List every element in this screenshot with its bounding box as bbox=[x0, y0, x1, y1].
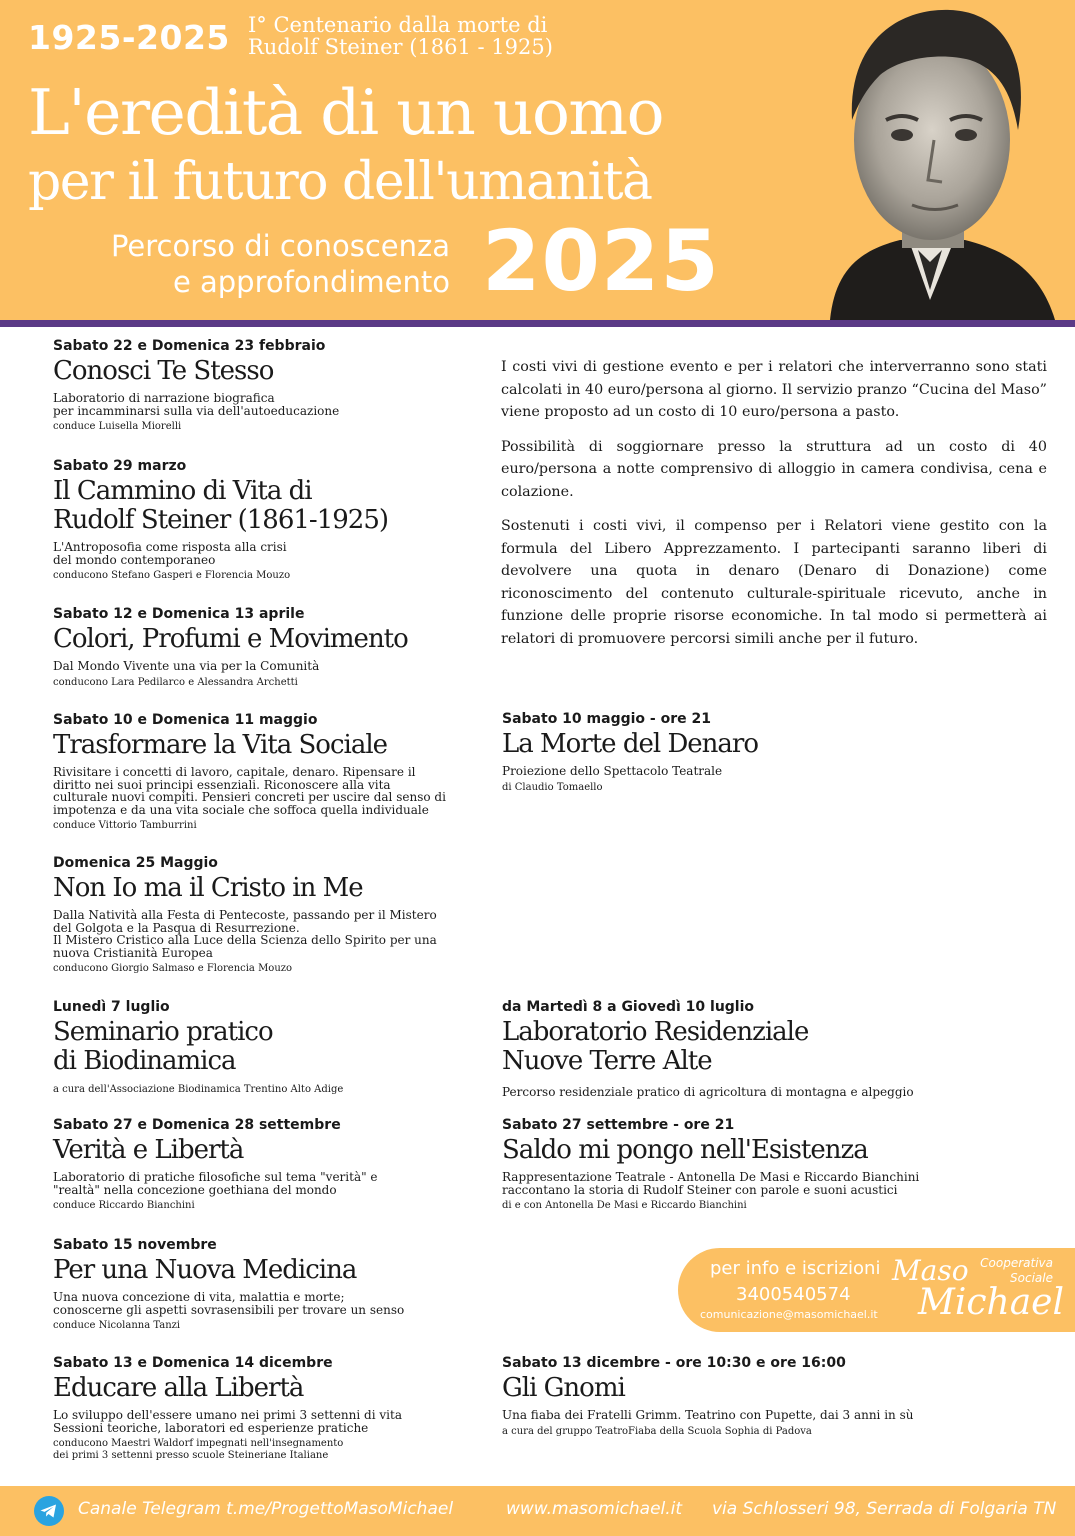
description-line: L'Antroposofia come risposta alla crisi bbox=[53, 540, 287, 554]
host-line: conducono Maestri Waldorf impegnati nell'insegnamento bbox=[53, 1438, 344, 1449]
event-date: Sabato 10 maggio - ore 21 bbox=[502, 711, 711, 727]
event-title: Saldo mi pongo nell'Esistenza bbox=[502, 1135, 868, 1165]
cost-info bbox=[501, 356, 1047, 662]
event-host: a cura dell'Associazione Biodinamica Trentino Alto Adige bbox=[53, 1084, 344, 1095]
event-host: conducono Lara Pedilarco e Alessandra Archetti bbox=[53, 676, 298, 688]
years-label: 1925-2025 bbox=[28, 18, 230, 57]
logo-cooperative bbox=[980, 1256, 1053, 1286]
event-date: Sabato 10 e Domenica 11 maggio bbox=[53, 712, 318, 728]
info-paragraph: I costi vivi di gestione evento e per i relatori che interverranno sono stati calcolati in 40 euro/persona al giorno. Il servizio pranzo “Cucina del Maso” viene proposto ad un costo di 10 euro/persona a pasto. bbox=[501, 359, 1047, 420]
contact-box bbox=[678, 1248, 1075, 1332]
event-description: Percorso residenziale pratico di agricoltura di montagna e alpeggio bbox=[502, 1085, 914, 1099]
event-description bbox=[53, 766, 446, 816]
description-line: Una nuova concezione di vita, malattia e morte; bbox=[53, 1290, 345, 1304]
logo-coop-line-1: Cooperativa bbox=[980, 1256, 1053, 1270]
event-nuova-medicina bbox=[53, 1237, 404, 1332]
event-description bbox=[53, 909, 437, 959]
event-morte-del-denaro bbox=[502, 711, 758, 794]
event-date: Sabato 29 marzo bbox=[53, 458, 187, 474]
event-title-line-2: Rudolf Steiner (1861-1925) bbox=[53, 505, 389, 535]
description-line: Il Mistero Cristico alla Luce della Scienza dello Spirito per una bbox=[53, 933, 437, 947]
event-host: a cura del gruppo TeatroFiaba della Scuola Sophia di Padova bbox=[502, 1425, 812, 1437]
event-host: conducono Stefano Gasperi e Florencia Mouzo bbox=[53, 570, 291, 581]
description-line: Laboratorio di pratiche filosofiche sul tema "verità" e bbox=[53, 1170, 378, 1184]
event-date: Sabato 27 e Domenica 28 settembre bbox=[53, 1117, 341, 1133]
event-date: Lunedì 7 luglio bbox=[53, 999, 170, 1015]
description-line: Lo sviluppo dell'essere umano nei primi 3 settenni di vita bbox=[53, 1408, 402, 1422]
event-biodinamica bbox=[53, 999, 343, 1096]
info-paragraph: Possibilità di soggiornare presso la struttura ad un costo di 40 euro/persona a notte comprensivo di alloggio in camera condivisa, cena e colazione. bbox=[501, 438, 1047, 500]
event-host: conduce Vittorio Tamburrini bbox=[53, 820, 197, 831]
event-description bbox=[502, 765, 758, 778]
logo-coop-line-2: Sociale bbox=[1010, 1271, 1053, 1285]
portrait-image bbox=[790, 0, 1075, 320]
event-educare-alla-liberta bbox=[53, 1355, 402, 1462]
description-line: Dal Mondo Vivente una via per la Comunità bbox=[53, 659, 320, 673]
event-description bbox=[53, 392, 339, 417]
logo-maso: Maso bbox=[892, 1254, 969, 1287]
description-line: nuova Cristianità Europea bbox=[53, 945, 213, 960]
event-date: da Martedì 8 a Giovedì 10 luglio bbox=[502, 999, 755, 1015]
description-line: raccontano la storia di Rudolf Steiner con parole e suoni acustici bbox=[502, 1182, 898, 1197]
centenary-line-1: I° Centenario dalla morte di bbox=[248, 13, 548, 37]
event-vita-sociale bbox=[53, 712, 446, 832]
event-date: Sabato 12 e Domenica 13 aprile bbox=[53, 606, 305, 622]
event-description bbox=[53, 541, 388, 566]
event-date: Sabato 22 e Domenica 23 febbraio bbox=[53, 338, 326, 354]
contact-phone[interactable]: 3400540574 bbox=[736, 1284, 851, 1305]
event-title: Non Io ma il Cristo in Me bbox=[53, 873, 363, 903]
description-line: Dalla Natività alla Festa di Pentecoste, passando per il Mistero bbox=[53, 908, 437, 922]
description-line: diritto nei suoi principi essenziali. Riconoscere alla vita bbox=[53, 777, 391, 792]
event-verita-e-liberta bbox=[53, 1117, 378, 1212]
event-non-io-ma-il-cristo bbox=[53, 855, 437, 975]
event-host: di Claudio Tomaello bbox=[502, 781, 603, 793]
event-description bbox=[53, 1409, 402, 1434]
centenary-line-2: Rudolf Steiner (1861 - 1925) bbox=[248, 35, 553, 59]
event-host: di e con Antonella De Masi e Riccardo Bianchini bbox=[502, 1200, 747, 1211]
contact-email[interactable]: comunicazione@masomichael.it bbox=[700, 1308, 878, 1321]
event-host: conduce Nicolanna Tanzi bbox=[53, 1320, 181, 1331]
contact-label: per info e iscrizioni bbox=[710, 1258, 881, 1279]
description-line: per incamminarsi sulla via dell'autoeducazione bbox=[53, 403, 340, 418]
event-saldo-mi-pongo bbox=[502, 1117, 919, 1212]
event-title: Trasformare la Vita Sociale bbox=[53, 730, 388, 760]
event-conosci-te-stesso bbox=[53, 338, 339, 433]
event-date: Sabato 13 dicembre - ore 10:30 e ore 16:00 bbox=[502, 1355, 846, 1371]
logo-michael: Michael bbox=[918, 1282, 1065, 1323]
header-banner bbox=[0, 0, 1075, 322]
website-link[interactable]: www.masomichael.it bbox=[506, 1499, 683, 1519]
event-title-line-1: Laboratorio Residenziale bbox=[502, 1017, 809, 1047]
address: via Schlosseri 98, Serrada di Folgaria TN bbox=[712, 1499, 1057, 1519]
description-line: Una fiaba dei Fratelli Grimm. Teatrino con Pupette, dai 3 anni in sù bbox=[502, 1408, 914, 1422]
event-title-line-2: Nuove Terre Alte bbox=[502, 1046, 712, 1076]
event-title-line-2: di Biodinamica bbox=[53, 1046, 236, 1076]
description-line: Proiezione dello Spettacolo Teatrale bbox=[502, 764, 723, 778]
description-line: Laboratorio di narrazione biografica bbox=[53, 391, 275, 405]
main-title-line-2: per il futuro dell'umanità bbox=[28, 152, 652, 212]
host-line: dei primi 3 settenni presso scuole Steineriane Italiane bbox=[53, 1450, 329, 1461]
description-line: Rappresentazione Teatrale - Antonella De Masi e Riccardo Bianchini bbox=[502, 1170, 920, 1184]
event-title: Gli Gnomi bbox=[502, 1373, 625, 1403]
info-paragraph: Sostenuti i costi vivi, il compenso per i Relatori viene gestito con la formula del Libero Apprezzamento. I partecipanti saranno liberi di devolvere una quota in denaro (Denaro di Donazione) come riconoscimento del contenuto culturale-spirituale ricevuto, anche in funzione delle proprie risorse economiche. In tal modo si permetterà ai relatori di promuovere percorsi simili anche per il futuro. bbox=[501, 518, 1047, 647]
big-year: 2025 bbox=[482, 212, 720, 310]
event-title-line-1: Il Cammino di Vita di bbox=[53, 476, 312, 506]
event-description bbox=[53, 1171, 378, 1196]
event-date: Sabato 13 e Domenica 14 dicembre bbox=[53, 1355, 333, 1371]
event-title: Colori, Profumi e Movimento bbox=[53, 624, 408, 654]
event-title: Educare alla Libertà bbox=[53, 1373, 304, 1403]
divider-band bbox=[0, 320, 1075, 327]
event-title: Per una Nuova Medicina bbox=[53, 1255, 357, 1285]
event-description bbox=[53, 1291, 404, 1316]
event-date: Sabato 15 novembre bbox=[53, 1237, 217, 1253]
event-description bbox=[502, 1409, 913, 1422]
subtitle-line-2: e approfondimento bbox=[172, 265, 450, 299]
event-description bbox=[53, 660, 408, 673]
event-host: conduce Riccardo Bianchini bbox=[53, 1200, 195, 1211]
event-title-line-1: Seminario pratico bbox=[53, 1017, 273, 1047]
centenary-text bbox=[248, 14, 553, 58]
event-title: Conosci Te Stesso bbox=[53, 356, 274, 386]
description-line: conoscerne gli aspetti sovrasensibili per trovare un senso bbox=[53, 1302, 405, 1317]
event-host bbox=[53, 1438, 402, 1462]
event-gli-gnomi bbox=[502, 1355, 913, 1438]
main-title-line-1: L'eredità di un uomo bbox=[28, 76, 664, 149]
event-host: conducono Giorgio Salmaso e Florencia Mouzo bbox=[53, 963, 293, 974]
subtitle-line-1: Percorso di conoscenza bbox=[110, 229, 450, 263]
telegram-icon bbox=[34, 1496, 64, 1526]
footer-bar bbox=[0, 1486, 1075, 1536]
event-description bbox=[502, 1171, 919, 1196]
event-host: conduce Luisella Miorelli bbox=[53, 421, 182, 432]
event-colori-profumi bbox=[53, 606, 408, 689]
description-line: Rivisitare i concetti di lavoro, capitale, denaro. Ripensare il bbox=[53, 765, 416, 779]
subtitle bbox=[111, 228, 450, 300]
description-line: "realtà" nella concezione goethiana del mondo bbox=[53, 1182, 337, 1197]
event-cammino-di-vita bbox=[53, 458, 388, 582]
telegram-link[interactable]: Canale Telegram t.me/ProgettoMasoMichael bbox=[78, 1499, 454, 1519]
event-title: La Morte del Denaro bbox=[502, 729, 759, 759]
description-line: del mondo contemporaneo bbox=[53, 552, 216, 567]
description-line: impotenza e da una vita sociale che soffoca quella individuale bbox=[53, 802, 429, 817]
event-date: Domenica 25 Maggio bbox=[53, 855, 218, 871]
event-laboratorio-residenziale bbox=[502, 999, 914, 1099]
event-date: Sabato 27 settembre - ore 21 bbox=[502, 1117, 735, 1133]
description-line: del Golgota e la Pasqua di Resurrezione. bbox=[53, 920, 300, 935]
description-line: culturale nuovi compiti. Pensieri concreti per uscire dal senso di bbox=[53, 790, 446, 804]
description-line: Sessioni teoriche, laboratori ed esperienze pratiche bbox=[53, 1420, 369, 1435]
event-title: Verità e Libertà bbox=[53, 1135, 244, 1165]
